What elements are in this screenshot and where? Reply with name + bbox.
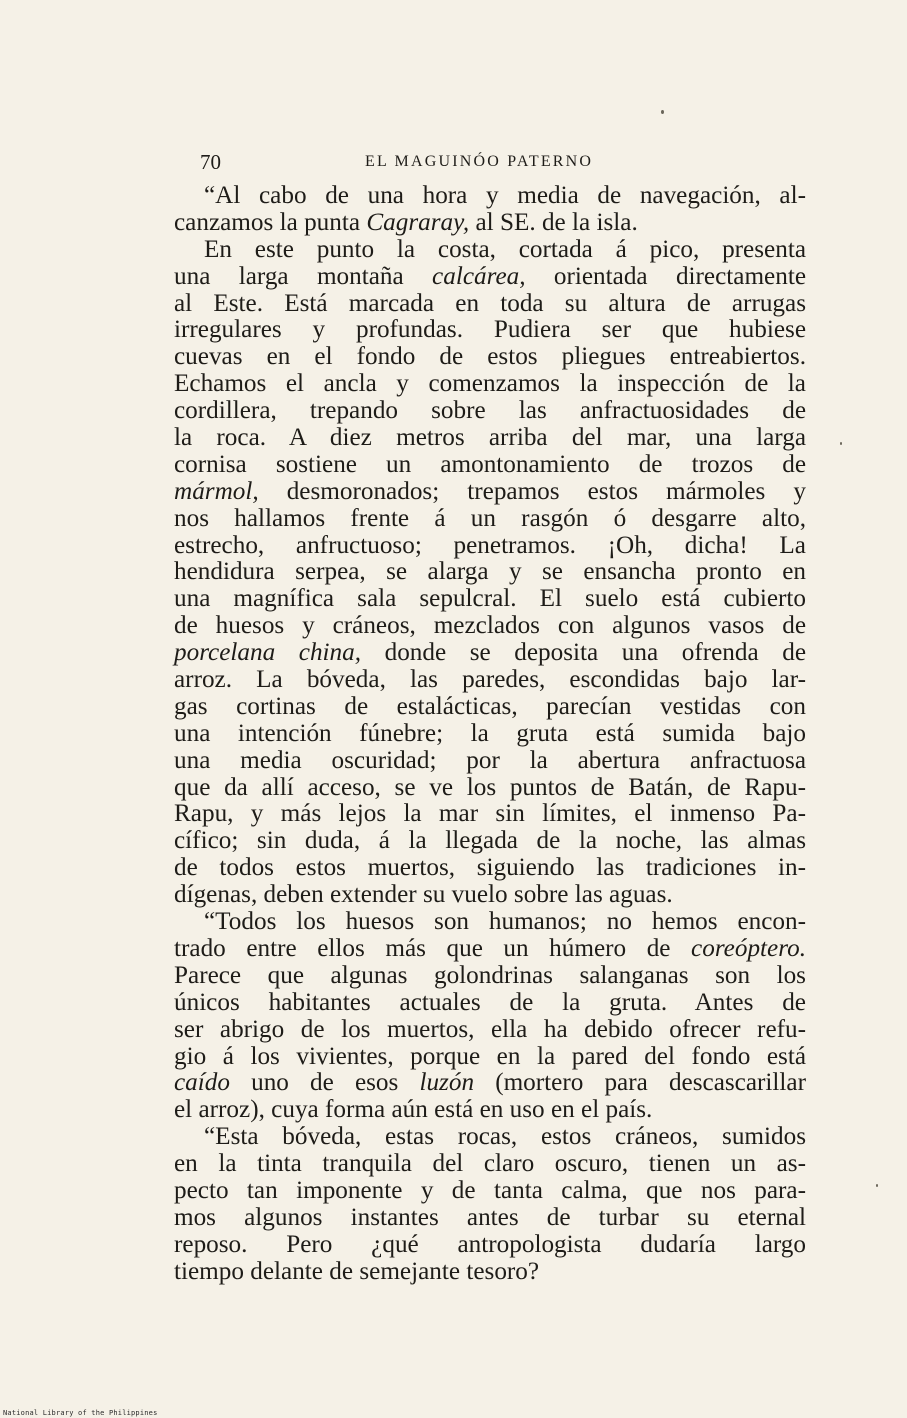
text-run: dígenas, deben extender su vuelo sobre las aguas. [174, 881, 673, 909]
text-line [174, 1070, 806, 1097]
text-run: Echamos el ancla y comenzamos la inspección de la [174, 370, 806, 398]
italic-term: mármol, [174, 477, 259, 505]
text-run: al SE. de la isla. [469, 208, 638, 236]
text-line [174, 1232, 806, 1259]
paper-speck [840, 442, 842, 445]
text-line [174, 1097, 806, 1124]
italic-term: coreóptero. [691, 934, 806, 962]
running-head [200, 150, 810, 176]
text-run: “Todos los huesos son humanos; no hemos encon- [204, 908, 806, 936]
text-run: una media oscuridad; por la abertura anfractuosa [174, 746, 806, 774]
text-run: al Este. Está marcada en toda su altura de arrugas [174, 289, 806, 317]
text-run: nos hallamos frente á un rasgón ó desgarre alto, [174, 504, 806, 532]
text-run: arroz. La bóveda, las paredes, escondidas bajo lar- [174, 666, 806, 694]
text-run: cífico; sin duda, á la llegada de la noche, las almas [174, 827, 806, 855]
text-line [174, 775, 806, 802]
text-run: de huesos y cráneos, mezclados con algunos vasos de [174, 612, 806, 640]
italic-term: luzón [419, 1069, 475, 1097]
text-line [174, 936, 806, 963]
text-run: desmoronados; trepamos estos mármoles y [258, 477, 806, 505]
text-run: en la tinta tranquila del claro oscuro, tienen un as- [174, 1150, 806, 1178]
text-line [174, 1124, 806, 1151]
text-run: Parece que algunas golondrinas salanganas son los [174, 961, 806, 989]
italic-term: Cagraray, [366, 208, 470, 236]
text-run: gas cortinas de estalácticas, parecían vestidas con [174, 692, 806, 720]
text-line [174, 371, 806, 398]
library-footer: National Library of the Philippines [3, 1409, 158, 1417]
text-run: Rapu, y más lejos la mar sin límites, el inmenso Pa- [174, 800, 806, 828]
text-run: “Al cabo de una hora y media de navegación, al- [204, 182, 806, 209]
text-line [174, 667, 806, 694]
text-run: (mortero para descascarillar [474, 1069, 806, 1097]
text-line [174, 264, 806, 291]
text-line [174, 559, 806, 586]
text-line [174, 586, 806, 613]
text-line [174, 452, 806, 479]
text-run: una magnífica sala sepulcral. El suelo está cubierto [174, 585, 806, 613]
text-line [174, 291, 806, 318]
text-line [174, 721, 806, 748]
text-line [174, 210, 806, 237]
text-line [174, 990, 806, 1017]
text-line [174, 183, 806, 210]
text-run: que da allí acceso, se ve los puntos de Batán, de Rapu- [174, 773, 806, 801]
body-text [174, 183, 806, 1286]
text-run: canzamos la punta [174, 208, 367, 236]
text-line [174, 1178, 806, 1205]
text-run: reposo. Pero ¿qué antropologista dudaría largo [174, 1230, 806, 1258]
text-line [174, 613, 806, 640]
text-line [174, 855, 806, 882]
text-run: “Esta bóveda, estas rocas, estos cráneos, sumidos [204, 1123, 806, 1151]
text-line [174, 344, 806, 371]
text-line [174, 479, 806, 506]
text-run: uno de esos [229, 1069, 420, 1097]
text-line [174, 694, 806, 721]
text-run: tiempo delante de semejante tesoro? [174, 1257, 540, 1285]
page-number: 70 [200, 150, 221, 174]
italic-term: porcelana china, [174, 639, 362, 667]
text-run: ser abrigo de los muertos, ella ha debido ofrecer refu- [174, 1015, 806, 1043]
text-line [174, 237, 806, 264]
text-run: la roca. A diez metros arriba del mar, una larga [174, 424, 806, 452]
text-line [174, 640, 806, 667]
text-run: estrecho, anfructuoso; penetramos. ¡Oh, dicha! La [174, 531, 806, 559]
text-line [174, 1205, 806, 1232]
text-run: gio á los vivientes, porque en la pared del fondo está [174, 1042, 806, 1070]
text-line [174, 317, 806, 344]
text-line [174, 828, 806, 855]
paper-speck [661, 110, 664, 114]
italic-term: caído [174, 1069, 230, 1097]
text-run: pecto tan imponente y de tanta calma, que nos para- [174, 1176, 806, 1204]
text-run: únicos habitantes actuales de la gruta. Antes de [174, 988, 806, 1016]
text-line [174, 882, 806, 909]
text-line [174, 506, 806, 533]
text-run: cornisa sostiene un amontonamiento de trozos de [174, 450, 806, 478]
text-run: orientada directamente [525, 262, 806, 290]
text-run: cuevas en el fondo de estos pliegues entreabiertos. [174, 343, 806, 371]
text-run: donde se deposita una ofrenda de [361, 639, 807, 667]
paper-speck [876, 1184, 878, 1187]
text-run: una larga montaña [174, 262, 433, 290]
text-line [174, 1151, 806, 1178]
text-run: de todos estos muertos, siguiendo las tradiciones in- [174, 854, 806, 882]
text-line [174, 909, 806, 936]
text-run: mos algunos instantes antes de turbar su eternal [174, 1203, 806, 1231]
text-run: el arroz), cuya forma aún está en uso en el país. [174, 1096, 653, 1124]
text-run: cordillera, trepando sobre las anfractuosidades de [174, 397, 806, 425]
text-line [174, 533, 806, 560]
text-line [174, 1044, 806, 1071]
text-run: trado entre ellos más que un húmero de [174, 934, 692, 962]
text-line [174, 748, 806, 775]
text-run: hendidura serpea, se alarga y se ensancha pronto en [174, 558, 806, 586]
italic-term: calcárea, [432, 262, 526, 290]
text-run: una intención fúnebre; la gruta está sumida bajo [174, 719, 806, 747]
text-line [174, 1259, 806, 1286]
text-run: En este punto la costa, cortada á pico, presenta [204, 235, 806, 263]
text-line [174, 1017, 806, 1044]
text-run: irregulares y profundas. Pudiera ser que hubiese [174, 316, 806, 344]
text-line [174, 963, 806, 990]
text-line [174, 425, 806, 452]
text-line [174, 398, 806, 425]
running-title: EL MAGUINÓO PATERNO [365, 153, 594, 170]
text-line [174, 801, 806, 828]
